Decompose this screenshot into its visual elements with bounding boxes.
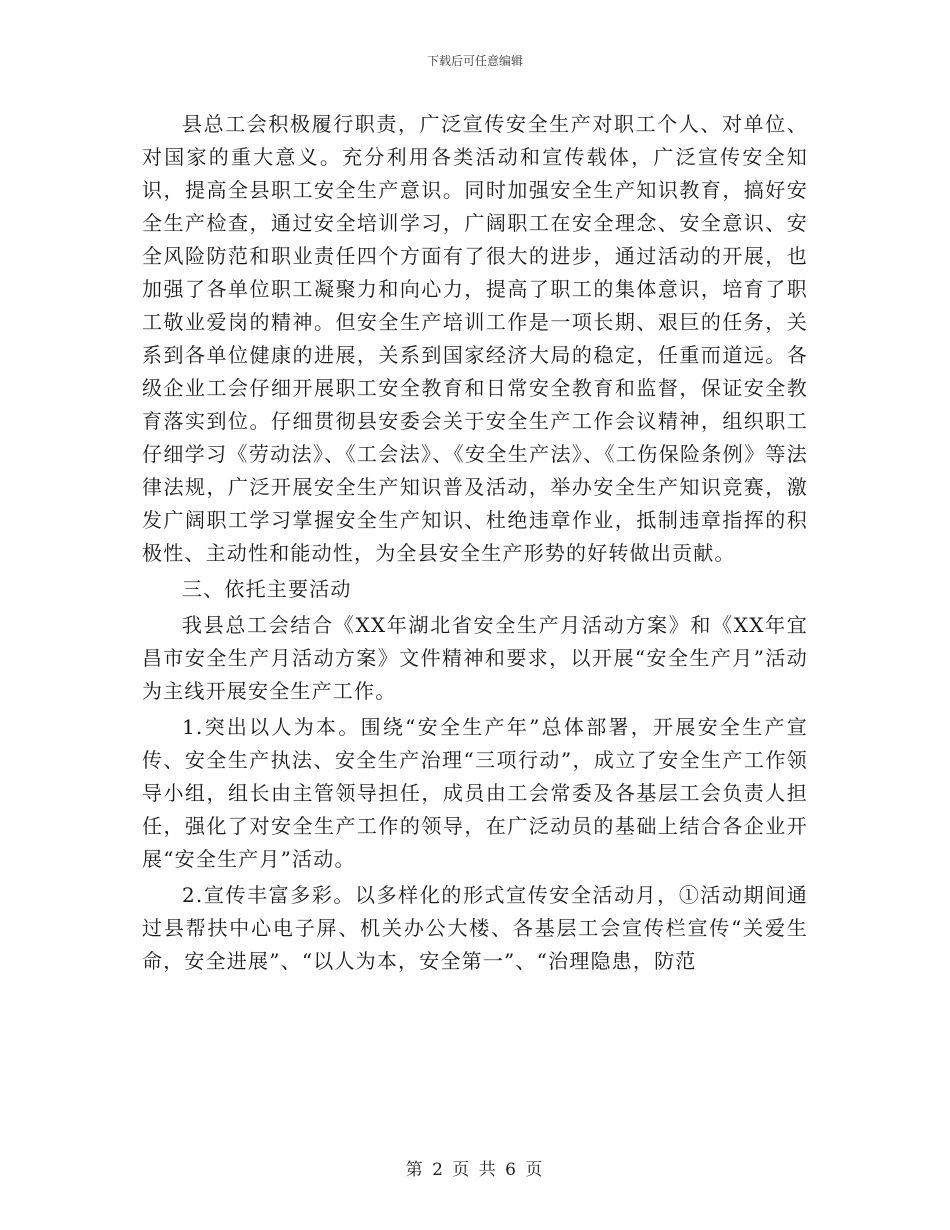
- section-heading-activities: 三、依托主要活动: [182, 577, 352, 601]
- page-header: 下载后可任意编辑: [426, 54, 523, 68]
- page-number-footer: 第 2 页 共 6 页: [405, 1160, 545, 1180]
- paragraph-people-oriented: 1.突出以人为本。围绕“安全生产年”总体部署，开展安全生产宣传、安全生产执法、安全生产治理“三项行动”，成立了安全生产工作领导小组，组长由主管领导担任，成员由工会常委及各基层工会负责人担任，强化了对安全生产工作的领导，在广泛动员的基础上结合各企业开展“安全生产月”活动。: [142, 715, 808, 871]
- paragraph-activity-plan: 我县总工会结合《XX年湖北省安全生产月活动方案》和《XX年宜昌市安全生产月活动方案》文件精神和要求，以开展“安全生产月”活动为主线开展安全生产工作。: [142, 613, 808, 703]
- paragraph-publicity-varied: 2.宣传丰富多彩。以多样化的形式宣传安全活动月，①活动期间通过县帮扶中心电子屏、机关办公大楼、各基层工会宣传栏宣传“关爱生命，安全进展”、“以人为本，安全第一”、“治理隐患，防范: [142, 883, 808, 973]
- paragraph-safety-publicity: 县总工会积极履行职责，广泛宣传安全生产对职工个人、对单位、对国家的重大意义。充分利用各类活动和宣传载体，广泛宣传安全知识，提高全县职工安全生产意识。同时加强安全生产知识教育，搞好安全生产检查，通过安全培训学习，广阔职工在安全理念、安全意识、安全风险防范和职业责任四个方面有了很大的进步，通过活动的开展，也加强了各单位职工凝聚力和向心力，提高了职工的集体意识，培育了职工敬业爱岗的精神。但安全生产培训工作是一项长期、艰巨的任务，关系到各单位健康的进展，关系到国家经济大局的稳定，任重而道远。各级企业工会仔细开展职工安全教育和日常安全教育和监督，保证安全教育落实到位。仔细贯彻县安委会关于安全生产工作会议精神，组织职工仔细学习《劳动法》、《工会法》、《安全生产法》、《工伤保险条例》等法律法规，广泛开展安全生产知识普及活动，举办安全生产知识竞赛，激发广阔职工学习掌握安全生产知识、杜绝违章作业，抵制违章指挥的积极性、主动性和能动性，为全县安全生产形势的好转做出贡献。: [142, 112, 808, 565]
- document-body: [142, 108, 808, 978]
